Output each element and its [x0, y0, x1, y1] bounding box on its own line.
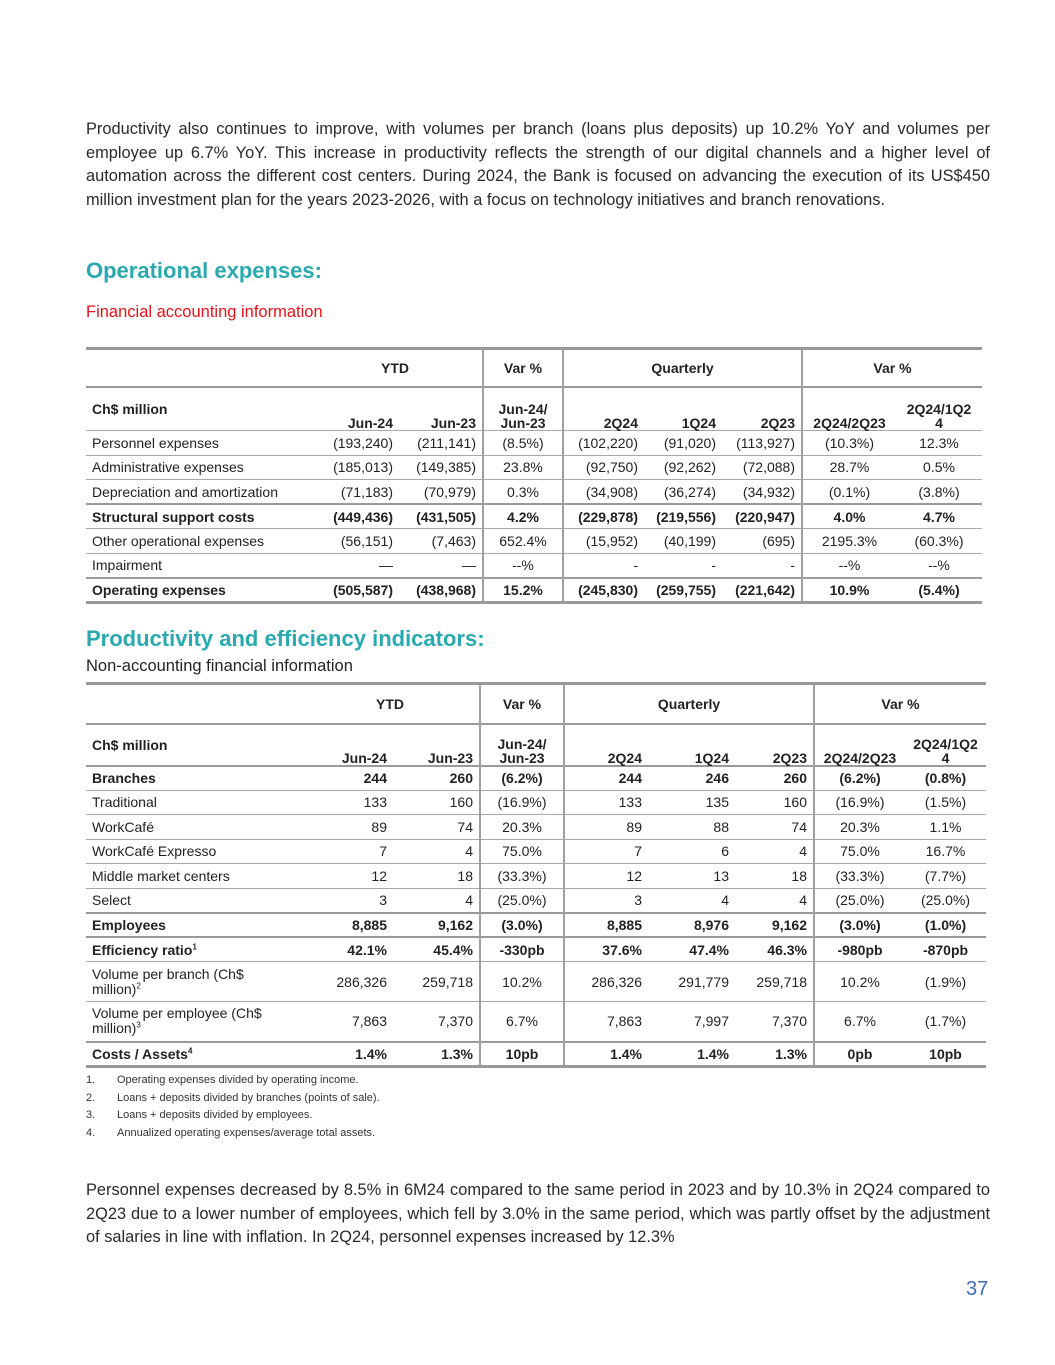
table-cell: (0.8%)	[924, 770, 967, 786]
footnotes	[86, 1072, 380, 1142]
table-cell: (219,556)	[656, 508, 716, 525]
row-label-text: Structural support costs	[92, 508, 255, 525]
table-row	[86, 504, 982, 529]
table-row	[86, 864, 986, 889]
table-cell: 0pb	[814, 1042, 905, 1067]
table-cell: (1.0%)	[924, 916, 967, 933]
row-label-text: Depreciation and amortization	[92, 483, 278, 500]
col-header: Jun-23	[427, 749, 473, 766]
table-row	[86, 480, 982, 505]
column-header-row	[86, 387, 982, 431]
column-header-row	[86, 724, 986, 766]
table-cell: -870pb	[922, 941, 969, 958]
productivity-indicators-table	[86, 682, 986, 1068]
unit-label: Ch$ million	[92, 400, 168, 417]
table-cell: 4.7%	[923, 508, 955, 525]
table-cell: 37.6%	[564, 937, 648, 962]
table-cell: 7,370	[437, 1013, 473, 1030]
table-cell: 133	[564, 790, 648, 815]
table-cell: 286,326	[336, 973, 387, 990]
row-label-text: Efficiency ratio	[92, 941, 193, 958]
col-header: Jun-24	[347, 415, 393, 431]
table-cell: 16.7%	[925, 843, 966, 860]
table-cell: 89	[564, 815, 648, 840]
row-label-text: Employees	[92, 916, 166, 933]
table-cell: 7,863	[351, 1013, 387, 1030]
table-cell: 9,162	[771, 916, 807, 933]
row-label-text: Costs / Assets	[92, 1045, 188, 1062]
footnote	[86, 1125, 380, 1143]
footnote-marker: 4	[187, 1045, 193, 1055]
row-label	[86, 888, 301, 913]
table-cell: 75.0%	[814, 839, 905, 864]
table-cell: 259,718	[756, 973, 807, 990]
row-label-text: Middle market centers	[92, 867, 230, 884]
section-subheading-financial-accounting: Financial accounting information	[86, 303, 323, 321]
table-cell: 1.4%	[355, 1045, 387, 1062]
table-cell: (1.5%)	[924, 794, 967, 811]
page-number: 37	[966, 1278, 989, 1300]
table-cell: --%	[483, 553, 563, 578]
table-cell: (34,932)	[742, 483, 795, 500]
table-cell: (431,505)	[416, 508, 476, 525]
table-cell: 23.8%	[483, 455, 563, 480]
table-cell: 6.7%	[480, 1002, 564, 1042]
group-header-var-quarterly: Var %	[802, 349, 982, 387]
table-cell: 1.4%	[564, 1042, 648, 1067]
table-cell: 8,885	[564, 913, 648, 938]
table-cell: (245,830)	[563, 578, 644, 603]
table-cell: (185,013)	[333, 459, 393, 476]
table-cell: 15.2%	[483, 578, 563, 603]
table-cell: (221,642)	[735, 581, 795, 598]
table-cell: (8.5%)	[483, 431, 563, 456]
table-cell: (40,199)	[663, 532, 716, 549]
table-cell: 4	[799, 892, 807, 908]
table-row	[86, 431, 982, 456]
col-header: Jun-23	[430, 415, 476, 431]
table-cell: 244	[363, 770, 387, 786]
table-cell: (0.1%)	[802, 480, 896, 505]
table-cell: (33.3%)	[480, 864, 564, 889]
table-cell: (7.7%)	[924, 867, 967, 884]
table-cell: 7,997	[693, 1013, 729, 1030]
table-cell: 7	[379, 843, 387, 860]
row-label	[86, 913, 301, 938]
footnote-text: Operating expenses divided by operating income.	[117, 1074, 359, 1086]
table-cell: 74	[457, 818, 473, 835]
col-header: 2Q24	[564, 724, 648, 766]
table-cell: —	[462, 557, 476, 573]
table-cell: (259,755)	[656, 581, 716, 598]
table-cell: (113,927)	[736, 434, 795, 451]
row-label	[86, 839, 301, 864]
table-cell: (5.4%)	[918, 581, 960, 598]
table-cell: 286,326	[564, 962, 648, 1002]
row-label-text: Administrative expenses	[92, 459, 244, 476]
table-cell: (3.0%)	[814, 913, 905, 938]
table-cell: (220,947)	[735, 508, 795, 525]
table-cell: 7,370	[771, 1013, 807, 1030]
table-cell: 10pb	[480, 1042, 564, 1067]
table-cell: --%	[928, 557, 950, 573]
table-cell: 74	[791, 818, 807, 835]
table-cell: (149,385)	[416, 459, 476, 476]
row-label	[86, 529, 308, 554]
row-label-text: Volume per employee (Ch$ million)	[92, 1005, 262, 1037]
row-label	[86, 1042, 301, 1067]
intro-paragraph: Productivity also continues to improve, with volumes per branch (loans plus deposits) up 10.2% YoY and volumes per employee up 6.7% YoY. This increase in productivity reflects the strength of our digital channels and a higher level of automation across the different cost centers. During 2024, the Bank is focused on advancing the execution of its US$450 million investment plan for the years 2023-2026, with a focus on technology initiatives and branch renovations.	[86, 120, 990, 209]
table-cell: (1.7%)	[924, 1013, 967, 1030]
row-label	[86, 578, 308, 603]
table-cell: 20.3%	[814, 815, 905, 840]
table-cell: 28.7%	[802, 455, 896, 480]
table-cell: 259,718	[422, 973, 473, 990]
section-subheading-non-accounting: Non-accounting financial information	[86, 657, 353, 675]
table-cell: 1.3%	[441, 1045, 473, 1062]
table-cell: 46.3%	[767, 941, 807, 958]
row-label	[86, 431, 308, 456]
table-cell: —	[379, 557, 393, 573]
table-cell: (3.8%)	[918, 483, 960, 500]
table-cell: 20.3%	[480, 815, 564, 840]
footnote-marker: 3	[136, 1020, 141, 1030]
table-cell: (70,979)	[423, 483, 476, 500]
table-cell: (16.9%)	[480, 790, 564, 815]
table-cell: (15,952)	[563, 529, 644, 554]
row-label	[86, 815, 301, 840]
table-cell: 7	[564, 839, 648, 864]
table-cell: 8,885	[351, 916, 387, 933]
table-cell: 9,162	[437, 916, 473, 933]
table-cell: 10pb	[929, 1045, 962, 1062]
col-header: 2Q24/1Q2 4	[913, 735, 978, 766]
table-cell: (438,968)	[416, 581, 476, 598]
footnote-text: Loans + deposits divided by branches (points of sale).	[117, 1091, 380, 1104]
row-label	[86, 864, 301, 889]
row-label-text: WorkCafé	[92, 818, 154, 835]
table-cell: 6	[721, 843, 729, 860]
table-row	[86, 553, 982, 578]
row-label-text: Volume per branch (Ch$ million)	[92, 965, 244, 997]
table-row	[86, 578, 982, 603]
table-cell: (72,088)	[742, 459, 795, 476]
col-header: 2Q23	[760, 415, 795, 431]
table-cell: 4	[721, 892, 729, 908]
footnote-text: Loans + deposits divided by employees.	[117, 1109, 313, 1121]
table-cell: (60.3%)	[914, 532, 964, 549]
row-label	[86, 790, 301, 815]
table-cell: 18	[791, 867, 807, 884]
table-cell: (16.9%)	[814, 790, 905, 815]
col-header: 1Q24	[694, 749, 729, 766]
table-cell: -330pb	[480, 937, 564, 962]
table-cell: 1.1%	[929, 818, 962, 835]
table-cell: (92,750)	[563, 455, 644, 480]
section-heading-operational-expenses: Operational expenses:	[86, 258, 322, 283]
footnote-number: 2.	[86, 1091, 96, 1104]
group-header-var: Var %	[480, 684, 564, 724]
footnote-number: 1.	[86, 1074, 96, 1086]
table-cell: 7,863	[564, 1002, 648, 1042]
table-cell: 133	[363, 794, 387, 811]
table-cell: 10.2%	[480, 962, 564, 1002]
table-cell: 244	[564, 766, 648, 791]
table-cell: 10.2%	[814, 962, 905, 1002]
closing-paragraph: Personnel expenses decreased by 8.5% in 6M24 compared to the same period in 2023 and by 10.3% in 2Q24 compared to 2Q23 due to a lower number of employees, which fell by 3.0% in the same period, which was partly offset by the adjustment of salaries in line with inflation. In 2Q24, personnel expenses increased by 12.3%	[86, 1181, 990, 1246]
row-label	[86, 766, 301, 791]
table-row	[86, 1042, 986, 1067]
table-cell: (36,274)	[663, 483, 716, 500]
unit-label: Ch$ million	[92, 736, 168, 753]
table-cell: (71,183)	[340, 483, 393, 500]
col-header: 2Q24/2Q23	[802, 387, 896, 431]
table-cell: (695)	[762, 532, 795, 549]
table-cell: (34,908)	[563, 480, 644, 505]
group-header-var: Var %	[483, 349, 563, 387]
table-cell: (6.2%)	[480, 766, 564, 791]
group-header-quarterly: Quarterly	[563, 349, 802, 387]
footnote-text: Annualized operating expenses/average total assets.	[117, 1126, 376, 1139]
table-cell: (193,240)	[333, 434, 393, 451]
table-cell: 260	[449, 770, 473, 786]
col-header: Jun-24/ Jun-23	[480, 724, 564, 766]
table-cell: 75.0%	[480, 839, 564, 864]
table-cell: (25.0%)	[480, 888, 564, 913]
footnote-marker: 2	[136, 980, 141, 990]
row-label-text: WorkCafé Expresso	[92, 843, 217, 860]
col-header: 2Q24/2Q23	[814, 724, 905, 766]
table-row	[86, 888, 986, 913]
row-label	[86, 1002, 301, 1042]
group-header-quarterly: Quarterly	[564, 684, 814, 724]
table-row	[86, 529, 982, 554]
table-cell: (6.2%)	[814, 766, 905, 791]
footnote	[86, 1090, 380, 1108]
table-cell: (56,151)	[340, 532, 393, 549]
table-cell: -	[790, 557, 795, 573]
table-cell: 160	[783, 794, 807, 811]
table-cell: -980pb	[814, 937, 905, 962]
table-cell: (211,141)	[417, 434, 476, 451]
table-cell: (92,262)	[663, 459, 716, 476]
footnote-number: 4.	[86, 1126, 96, 1139]
footnote-number: 3.	[86, 1109, 96, 1121]
table-cell: 45.4%	[433, 941, 473, 958]
table-cell: 3	[379, 892, 387, 908]
table-cell: 135	[705, 794, 729, 811]
table-cell: (25.0%)	[920, 892, 971, 908]
table-row	[86, 1002, 986, 1042]
table-cell: (7,463)	[431, 532, 476, 549]
table-cell: -	[711, 557, 716, 573]
table-cell: 652.4%	[483, 529, 563, 554]
table-row	[86, 937, 986, 962]
col-header: Jun-24	[341, 749, 387, 766]
table-cell: 2195.3%	[802, 529, 896, 554]
row-label-text: Traditional	[92, 794, 157, 811]
table-cell: 8,976	[693, 916, 729, 933]
table-cell: 4.0%	[802, 504, 896, 529]
footnote	[86, 1107, 380, 1125]
table-row	[86, 913, 986, 938]
section-heading-productivity: Productivity and efficiency indicators:	[86, 626, 485, 651]
table-cell: (25.0%)	[814, 888, 905, 913]
table-cell: 13	[713, 867, 729, 884]
table-row	[86, 766, 986, 791]
table-cell: 47.4%	[689, 941, 729, 958]
table-cell: 12	[371, 867, 387, 884]
table-cell: (229,878)	[563, 504, 644, 529]
table-cell: (3.0%)	[480, 913, 564, 938]
row-label-text: Select	[92, 892, 131, 908]
table-cell: 12	[564, 864, 648, 889]
table-row	[86, 839, 986, 864]
row-label	[86, 937, 301, 962]
table-cell: (10.3%)	[802, 431, 896, 456]
table-cell: 4	[465, 843, 473, 860]
blank-header	[86, 349, 308, 387]
table-cell: 260	[783, 770, 807, 786]
row-label	[86, 455, 308, 480]
table-row	[86, 790, 986, 815]
row-label	[86, 553, 308, 578]
operational-expenses-table	[86, 347, 982, 604]
table-cell: 10.9%	[802, 578, 896, 603]
table-row	[86, 455, 982, 480]
col-header: Jun-24/ Jun-23	[483, 387, 563, 431]
group-header-var-quarterly: Var %	[814, 684, 986, 724]
table-row	[86, 815, 986, 840]
table-cell: -	[563, 553, 644, 578]
table-cell: (33.3%)	[814, 864, 905, 889]
row-label-text: Other operational expenses	[92, 532, 264, 549]
col-header: 2Q24/1Q2 4	[906, 401, 972, 431]
table-cell: 0.5%	[923, 459, 955, 476]
footnote	[86, 1072, 380, 1090]
table-cell: 18	[457, 867, 473, 884]
group-header-row	[86, 349, 982, 387]
table-cell: 1.3%	[775, 1045, 807, 1062]
row-label-text: Operating expenses	[92, 581, 226, 598]
table-cell: (505,587)	[333, 581, 393, 598]
table-cell: 3	[564, 888, 648, 913]
table-cell: (449,436)	[333, 508, 393, 525]
group-header-ytd: YTD	[376, 695, 404, 712]
table-row	[86, 962, 986, 1002]
table-cell: 6.7%	[814, 1002, 905, 1042]
row-label	[86, 962, 301, 1002]
row-label	[86, 480, 308, 505]
table-cell: 4	[799, 843, 807, 860]
table-cell: (91,020)	[663, 434, 716, 451]
table-cell: (102,220)	[563, 431, 644, 456]
table-cell: 160	[449, 794, 473, 811]
col-header: 2Q23	[772, 749, 807, 766]
row-label-text: Impairment	[92, 557, 163, 573]
table-cell: 12.3%	[919, 434, 959, 451]
table-cell: --%	[802, 553, 896, 578]
row-label-text: Branches	[92, 770, 156, 786]
table-cell: 42.1%	[347, 941, 387, 958]
table-cell: 89	[371, 818, 387, 835]
blank-header	[86, 684, 301, 724]
footnote-marker: 1	[192, 941, 197, 951]
group-header-ytd: YTD	[381, 359, 409, 376]
table-cell: 88	[713, 818, 729, 835]
table-cell: 1.4%	[697, 1045, 729, 1062]
row-label-text: Personnel expenses	[92, 434, 219, 451]
col-header: 1Q24	[681, 415, 716, 431]
table-cell: 4.2%	[483, 504, 563, 529]
table-cell: (1.9%)	[924, 973, 967, 990]
table-cell: 291,779	[678, 973, 729, 990]
table-cell: 4	[465, 892, 473, 908]
table-cell: 246	[705, 770, 729, 786]
row-label	[86, 504, 308, 529]
col-header: 2Q24	[563, 387, 644, 431]
group-header-row	[86, 684, 986, 724]
table-cell: 0.3%	[483, 480, 563, 505]
